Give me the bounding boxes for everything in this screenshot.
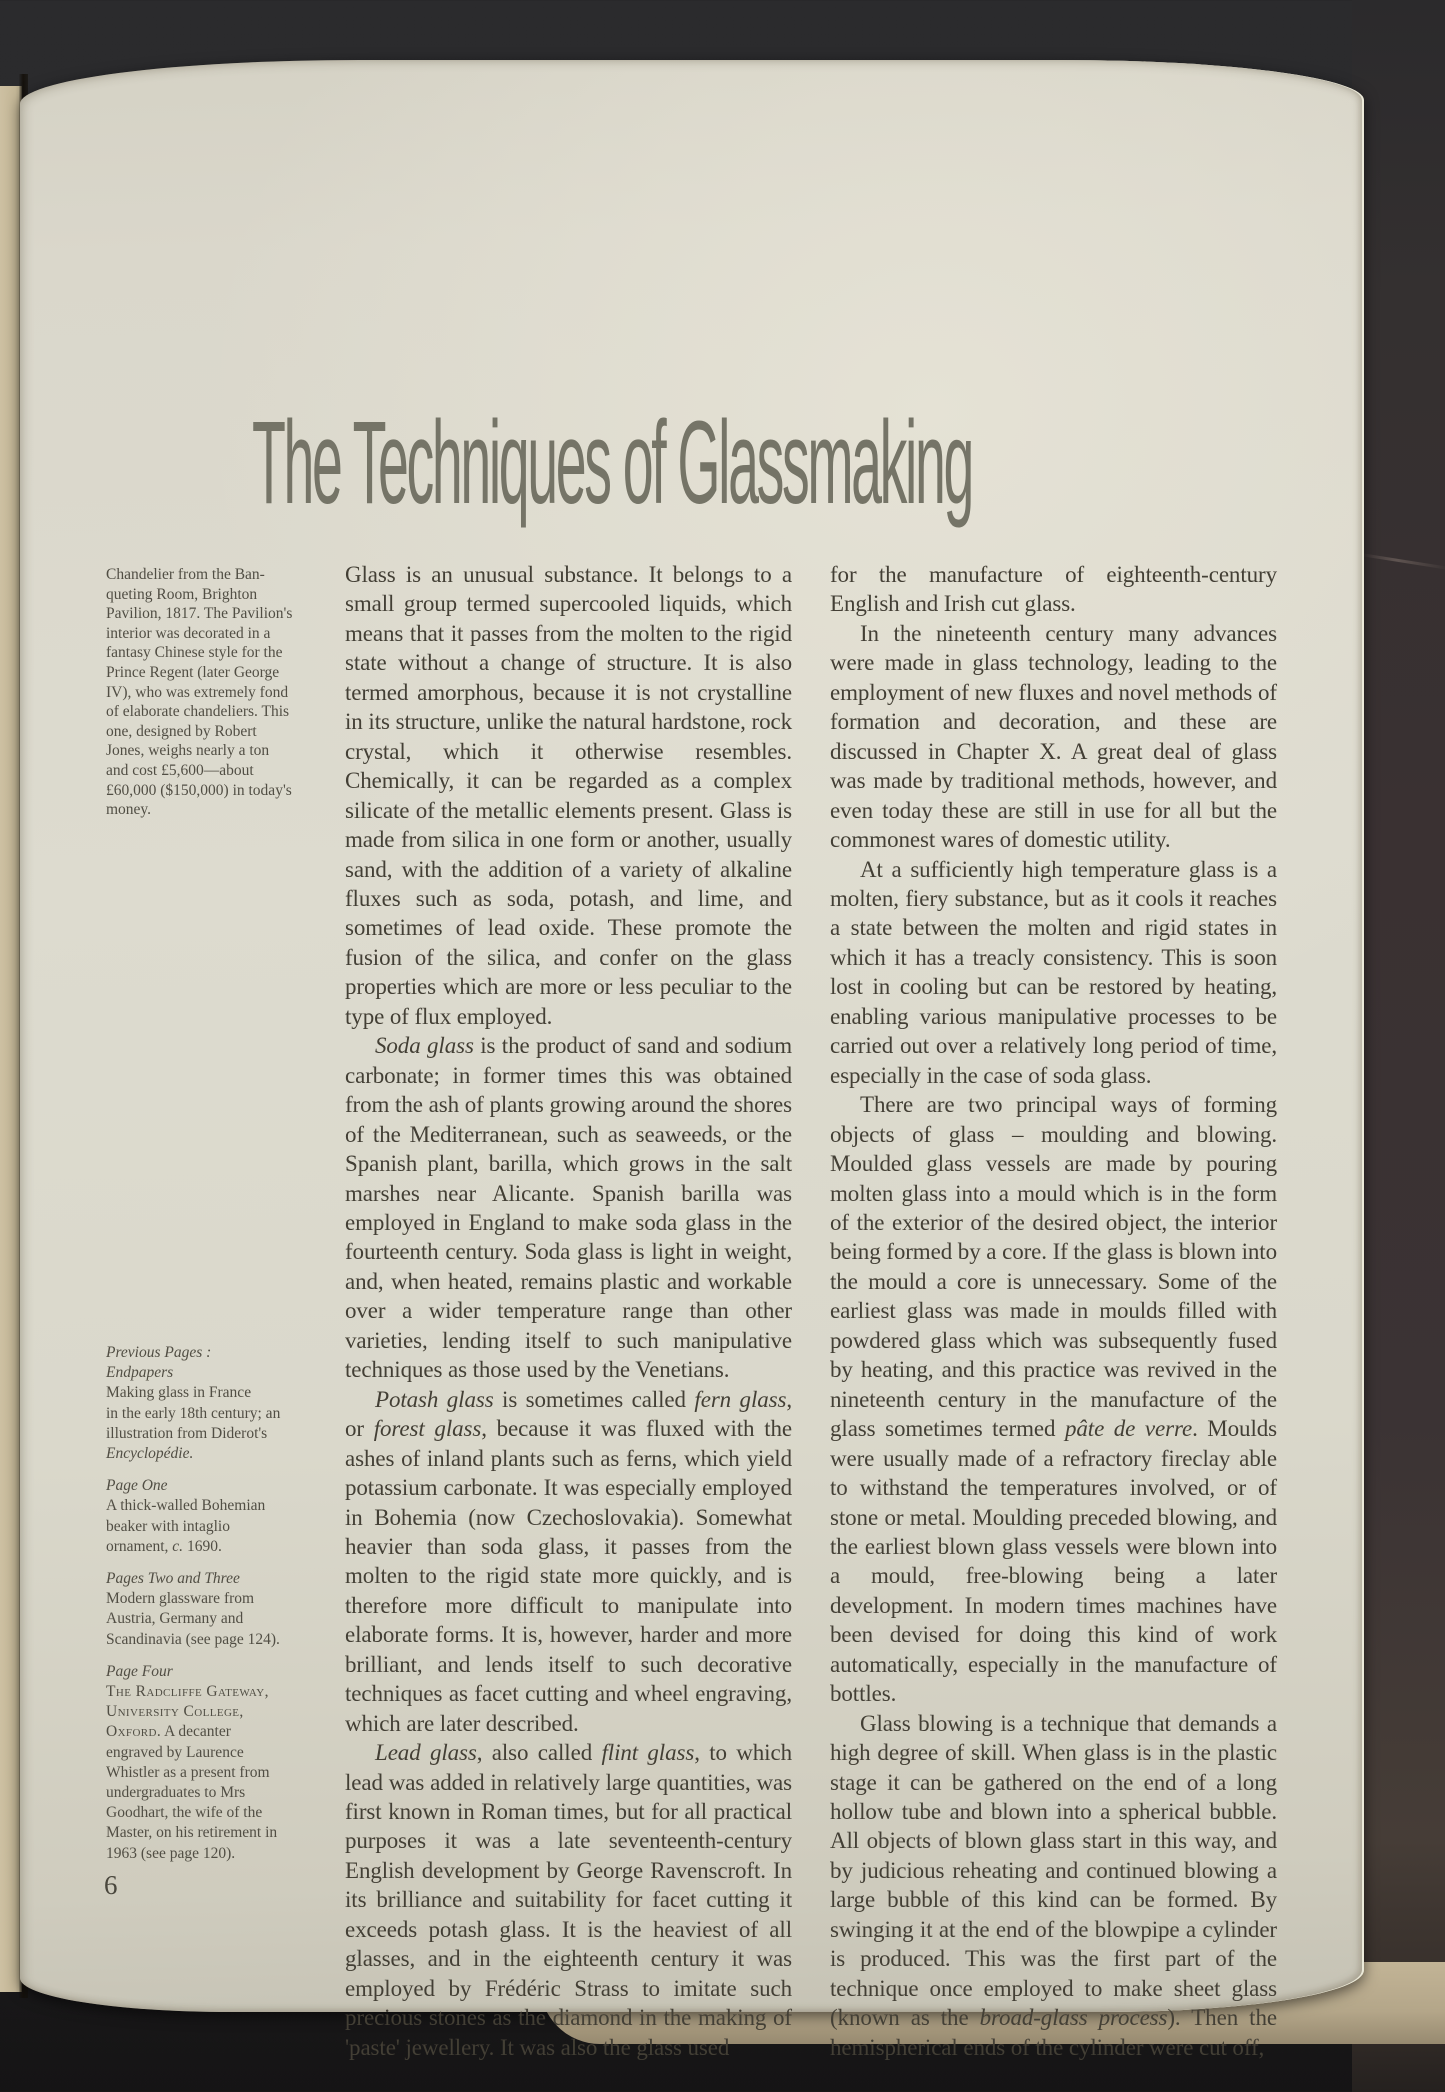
- text-run: illustration from Diderot's: [106, 1424, 268, 1442]
- caption-line: [106, 1763, 324, 1783]
- text-run: pâte de verre: [1065, 1416, 1193, 1442]
- text-run: fern glass: [694, 1386, 787, 1412]
- text-run: Previous Pages :: [106, 1344, 212, 1361]
- body-column-2: [830, 560, 1277, 2062]
- body-paragraph: [830, 560, 1277, 619]
- margin-caption-chandelier: [106, 565, 324, 832]
- body-paragraph: [830, 855, 1277, 1091]
- caption-block: [106, 1476, 324, 1557]
- text-run: is the product of sand and sodium carbonate; in former times this was obtained from the ash of plants growing around the shores of the Mediterranean, such as seaweeds, or the Spanish plant, barilla, which grows in the salt marshes near Alicante. Spanish barilla was employed in England to make soda glass in the fourteenth century. Soda glass is light in weight, and, when heated, remains plastic and workable over a wider temperature range than other varieties, lending itself to such manipulative techniques as those used by the Venetians.: [345, 1033, 792, 1383]
- text-run: money.: [106, 801, 152, 819]
- caption-line: [106, 604, 324, 624]
- text-run: 1963 (see page 120).: [106, 1844, 236, 1862]
- text-run: Jones, weighs nearly a ton: [106, 742, 270, 760]
- caption-line: [106, 781, 324, 801]
- text-run: Goodhart, the wife of the: [106, 1804, 263, 1822]
- body-paragraph: [345, 560, 792, 1031]
- text-run: and cost £5,600—about: [106, 761, 254, 779]
- body-paragraph: [345, 1031, 792, 1384]
- caption-line: [106, 565, 324, 585]
- text-run: c.: [172, 1537, 184, 1555]
- body-paragraph: [345, 1738, 792, 2062]
- text-run: beaker with intaglio: [106, 1517, 230, 1535]
- caption-line: [106, 800, 324, 820]
- body-paragraph: [345, 1385, 792, 1738]
- text-run: for the manufacture of eighteenth-century English and Irish cut glass.: [830, 562, 1277, 617]
- caption-line: [106, 722, 324, 742]
- text-run: fantasy Chinese style for the: [106, 644, 283, 662]
- text-run: Lead glass: [375, 1740, 477, 1766]
- caption-line: [106, 761, 324, 781]
- text-run: forest glass: [373, 1416, 482, 1442]
- text-run: Pages Two and Three: [106, 1570, 240, 1588]
- text-run: In the nineteenth century many advances were made in glass technology, leading to the employment of new fluxes and novel methods of formation and decoration, and these are discussed in Chapter X. A great deal of glass was made by traditional methods, however, and even today these are still in use for all but the commonest wares of domestic utility.: [830, 620, 1277, 853]
- body-paragraph: [830, 1090, 1277, 1709]
- caption-line: [106, 1682, 324, 1702]
- caption-line: [106, 1589, 324, 1609]
- caption-line: [106, 1444, 324, 1464]
- text-run: Page Four: [106, 1662, 173, 1680]
- book-page: [20, 60, 1364, 2060]
- text-run: Prince Regent (later George: [106, 663, 280, 681]
- caption-line: [106, 702, 324, 722]
- text-run: , to which lead was added in relatively large quantities, was first known in Roman times, but for all practical purposes it was a late seventeenth-century English development by George Ravenscroft. In its brilliance and suitability for facet cutting it exceeds potash glass. It is the heaviest of all glasses, and in the eighteenth century it was employed by Frédéric Strass to imitate such precious stones as the diamond in the making of 'paste' jewellery. It was also the glass used: [345, 1740, 792, 2060]
- caption-block: [106, 565, 324, 820]
- text-run: Modern glassware from: [106, 1590, 255, 1608]
- text-run: Page One: [106, 1477, 168, 1495]
- caption-line: [106, 1363, 324, 1383]
- caption-line: [106, 1517, 324, 1537]
- page-number: 6: [104, 1870, 118, 1900]
- text-run: Potash glass: [375, 1386, 494, 1412]
- caption-line: [106, 741, 324, 761]
- text-run: , because it was fluxed with the ashes of inland plants such as ferns, which yield potassium carbonate. It was especially employed in Bohemia (now Czechoslovakia). Somewhat heavier than soda glass, it passes from the molten to the rigid state more quickly, and is therefore more difficult to manipulate into elaborate forms. It is, however, harder and more brilliant, and lends itself to such decorative techniques as facet cutting and wheel engraving, which are later described.: [345, 1416, 792, 1736]
- caption-line: [106, 1844, 324, 1864]
- text-run: Master, on his retirement in: [106, 1824, 278, 1842]
- text-run: Scandinavia (see page 124).: [106, 1630, 280, 1648]
- caption-line: [106, 1343, 324, 1363]
- caption-line: [106, 1823, 324, 1843]
- text-run: IV), who was extremely fond: [106, 683, 289, 701]
- caption-line: [106, 1404, 324, 1424]
- caption-line: [106, 1803, 324, 1823]
- caption-line: [106, 585, 324, 605]
- text-run: The Radcliffe Gateway,: [106, 1683, 269, 1701]
- text-run: , or: [345, 1386, 792, 1442]
- body-paragraph: [830, 619, 1277, 855]
- text-run: ornament,: [106, 1537, 173, 1555]
- text-run: 1690.: [183, 1537, 222, 1555]
- text-run: flint glass: [601, 1740, 695, 1766]
- caption-line: [106, 1424, 324, 1444]
- caption-line: [106, 1630, 324, 1650]
- text-run: Austria, Germany and: [106, 1610, 244, 1628]
- text-run: University College,: [106, 1703, 244, 1721]
- text-run: queting Room, Brighton: [106, 585, 258, 603]
- caption-line: [106, 1662, 324, 1682]
- text-run: , also called: [476, 1740, 602, 1766]
- text-run: A decanter: [161, 1723, 231, 1741]
- text-run: Encyclopédie.: [106, 1445, 194, 1463]
- text-run: . Moulds were usually made of a refractory fireclay able to withstand the temperatures involved, or of stone or metal. Moulding preceded blowing, and the earliest blown glass vessels were blown into a mould, free-blowing being a later development. In modern times machines have been devised for doing this kind of work automatically, especially in the manufacture of bottles.: [830, 1416, 1277, 1707]
- margin-captions-pages: [106, 1343, 324, 1876]
- caption-block: [106, 1662, 324, 1864]
- text-run: Pavilion, 1817. The Pavilion's: [106, 605, 293, 623]
- caption-line: [106, 643, 324, 663]
- text-run: of elaborate chandeliers. This: [106, 703, 290, 721]
- text-run: There are two principal ways of forming objects of glass – moulding and blowing. Moulded glass vessels are made by pouring molten glass into a mould which is in the form of the exterior of the desired object, the interior being formed by a core. If the glass is blown into the mould a core is unnecessary. Some of the earliest glass was made in moulds filled with powdered glass which was subsequently fused by heating, and this practice was revived in the nineteenth century in the manufacture of the glass sometimes termed: [830, 1092, 1277, 1442]
- text-run: Oxford.: [106, 1723, 162, 1741]
- caption-line: [106, 1743, 324, 1763]
- caption-line: [106, 1702, 324, 1722]
- caption-line: [106, 663, 324, 683]
- text-run: At a sufficiently high temperature glass is a molten, fiery substance, but as it cools it reaches a state between the molten and rigid states in which it has a treacly consistency. This is soon lost in cooling but can be restored by heating, enabling various manipulative processes to be carried out over a relatively long period of time, especially in the case of soda glass.: [830, 856, 1277, 1088]
- text-run: Endpapers: [106, 1364, 174, 1382]
- caption-line: [106, 1537, 324, 1557]
- text-run: is sometimes called: [493, 1386, 695, 1412]
- chapter-title: The Techniques of Glassmaking: [252, 397, 973, 529]
- text-run: Chandelier from the Ban-: [106, 566, 265, 583]
- text-run: A thick-walled Bohemian: [106, 1497, 266, 1515]
- text-run: one, designed by Robert: [106, 722, 257, 740]
- caption-line: [106, 1783, 324, 1803]
- text-run: ). Then the hemispherical ends of the cylinder were cut off,: [830, 2005, 1277, 2060]
- page-surface: [20, 60, 1362, 2060]
- text-run: broad-glass process: [979, 2005, 1168, 2031]
- caption-line: [106, 1722, 324, 1742]
- caption-block: [106, 1569, 324, 1650]
- caption-line: [106, 1383, 324, 1403]
- book-cover-board: [1352, 0, 1445, 2092]
- text-run: interior was decorated in a: [106, 624, 271, 642]
- text-run: engraved by Laurence: [106, 1743, 244, 1761]
- body-column-1: [345, 560, 792, 2062]
- caption-block: [106, 1343, 324, 1464]
- text-run: Soda glass: [375, 1033, 474, 1059]
- text-run: £60,000 ($150,000) in today's: [106, 781, 292, 799]
- text-run: Making glass in France: [106, 1384, 252, 1402]
- caption-line: [106, 1496, 324, 1516]
- caption-line: [106, 624, 324, 644]
- caption-line: [106, 1569, 324, 1589]
- text-run: in the early 18th century; an: [106, 1404, 281, 1422]
- caption-line: [106, 683, 324, 703]
- caption-line: [106, 1476, 324, 1496]
- body-paragraph: [830, 1709, 1277, 2062]
- text-run: Glass blowing is a technique that demands a high degree of skill. When glass is in the plastic stage it can be gathered on the end of a long hollow tube and blown into a spherical bubble. All objects of blown glass start in this way, and by judicious reheating and continued blowing a large bubble of this kind can be formed. By swinging it at the end of the blowpipe a cylinder is produced. This was the first part of the technique once employed to make sheet glass (known as the: [830, 1710, 1277, 2031]
- text-run: Glass is an unusual substance. It belongs to a small group termed supercooled liquids, which means that it passes from the molten to the rigid state without a change of structure. It is also termed amorphous, because it is not crystalline in its structure, unlike the natural hardstone, rock crystal, which it otherwise resembles. Chemically, it can be regarded as a complex silicate of the metallic elements present. Glass is made from silica in one form or another, usually sand, with the addition of a variety of alkaline fluxes such as soda, potash, and lime, and sometimes of lead oxide. These promote the fusion of the silica, and confer on the glass properties which are more or less peculiar to the type of flux employed.: [345, 562, 792, 1029]
- caption-line: [106, 1609, 324, 1629]
- text-run: Whistler as a present from: [106, 1763, 270, 1781]
- text-run: undergraduates to Mrs: [106, 1784, 246, 1802]
